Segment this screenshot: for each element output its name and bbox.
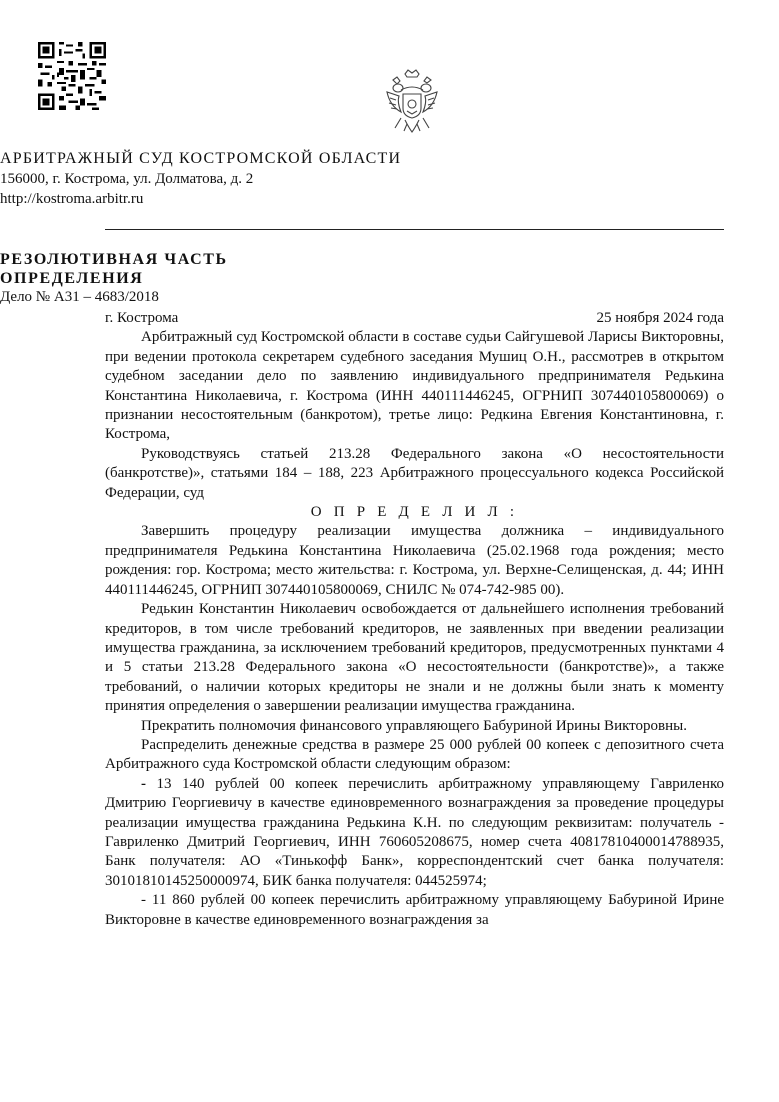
decision-paragraph-2: Редькин Константин Николаевич освобождается от дальнейшего исполнения требований кредиторов, в том числе требований кредиторов, не заявленных при введении реализации имущества гражданина, за исключением требований кредиторов, предусмотренных пунктами 4 и 5 статьи 213.28 Федерального закона «О несостоятельности (банкротстве)», а также требований, о наличии которых кредиторы не знали и не должны были знать к моменту принятия определения о завершении реализации имущества гражданина.	[105, 601, 724, 715]
court-name: АРБИТРАЖНЫЙ СУД КОСТРОМСКОЙ ОБЛАСТИ	[0, 150, 402, 167]
court-header	[0, 148, 779, 210]
decision-heading: О П Р Е Д Е Л И Л :	[310, 504, 519, 521]
list-marker: -	[141, 892, 146, 909]
court-address: 156000, г. Кострома, ул. Долматова, д. 2	[0, 171, 254, 187]
decision-paragraph-1: Завершить процедуру реализации имущества должника – индивидуального предпринимателя Редькина Константина Николаевича (25.02.1968 года рождения; место рождения: гор. Кострома; место жительства: г. Кострома, ул. Верхне-Селищенская, д. 44; ИНН 440111446245, ОГРНИП 307440105800069, СНИЛС № 074-742-985 00).	[105, 523, 724, 598]
document-title-block	[0, 250, 779, 307]
payment-item-2	[105, 891, 724, 930]
payment-item-1-text: 13 140 рублей 00 копеек перечислить арбитражному управляющему Гавриленко Дмитрию Георгиевичу в качестве единовременного вознаграждения за проведение процедуры реализации имущества гражданина Редькина К.Н. по следующим реквизитам: получатель - Гавриленко Дмитрий Георгиевич, ИНН 760605208675, номер счета 40817810400014788935, Банк получателя: АО «Тинькофф Банк», корреспондентский счет банка получателя: 30101810145250000974, БИК банка получателя: 044525974;	[105, 775, 724, 889]
coat-of-arms-emblem-icon	[383, 68, 441, 134]
legal-basis-paragraph: Руководствуясь статьей 213.28 Федерального закона «О несостоятельности (банкротстве)», статьями 184 – 188, 223 Арбитражного процессуального кодекса Российской Федерации, суд	[105, 445, 724, 501]
header-divider	[105, 229, 724, 230]
document-date: 25 ноября 2024 года	[596, 310, 724, 326]
document-title-line2: ОПРЕДЕЛЕНИЯ	[0, 270, 144, 287]
document-title-line1: РЕЗОЛЮТИВНАЯ ЧАСТЬ	[0, 251, 228, 268]
intro-paragraph: Арбитражный суд Костромской области в составе судьи Сайгушевой Ларисы Викторовны, при ведении протокола секретарем судебного заседания Мушиц О.Н., рассмотрев в открытом судебном заседании дело по заявлению индивидуального предпринимателя Редькина Константина Николаевича, г. Кострома (ИНН 440111446245, ОГРНИП 307440105800069) о признании несостоятельным (банкротом), третье лицо: Редкина Евгения Константиновна, г. Кострома,	[105, 329, 724, 443]
case-number: Дело № А31 – 4683/2018	[0, 289, 159, 305]
decision-paragraph-4: Распределить денежные средства в размере 25 000 рублей 00 копеек с депозитного счета Арбитражного суда Костромской области следующим образом:	[105, 736, 724, 773]
qr-code-icon	[38, 42, 106, 110]
list-marker: -	[141, 775, 146, 792]
payment-item-2-text: 11 860 рублей 00 копеек перечислить арбитражному управляющему Бабуриной Ирине Викторовне в качестве единовременного вознаграждения за	[105, 892, 725, 928]
city: г. Кострома	[105, 310, 179, 326]
court-website-link[interactable]: http://kostroma.arbitr.ru	[0, 191, 144, 207]
document-body	[105, 309, 724, 930]
decision-paragraph-3: Прекратить полномочия финансового управляющего Бабуриной Ирины Викторовны.	[141, 717, 687, 734]
payment-item-1	[105, 775, 724, 891]
place-date-row	[105, 309, 724, 328]
